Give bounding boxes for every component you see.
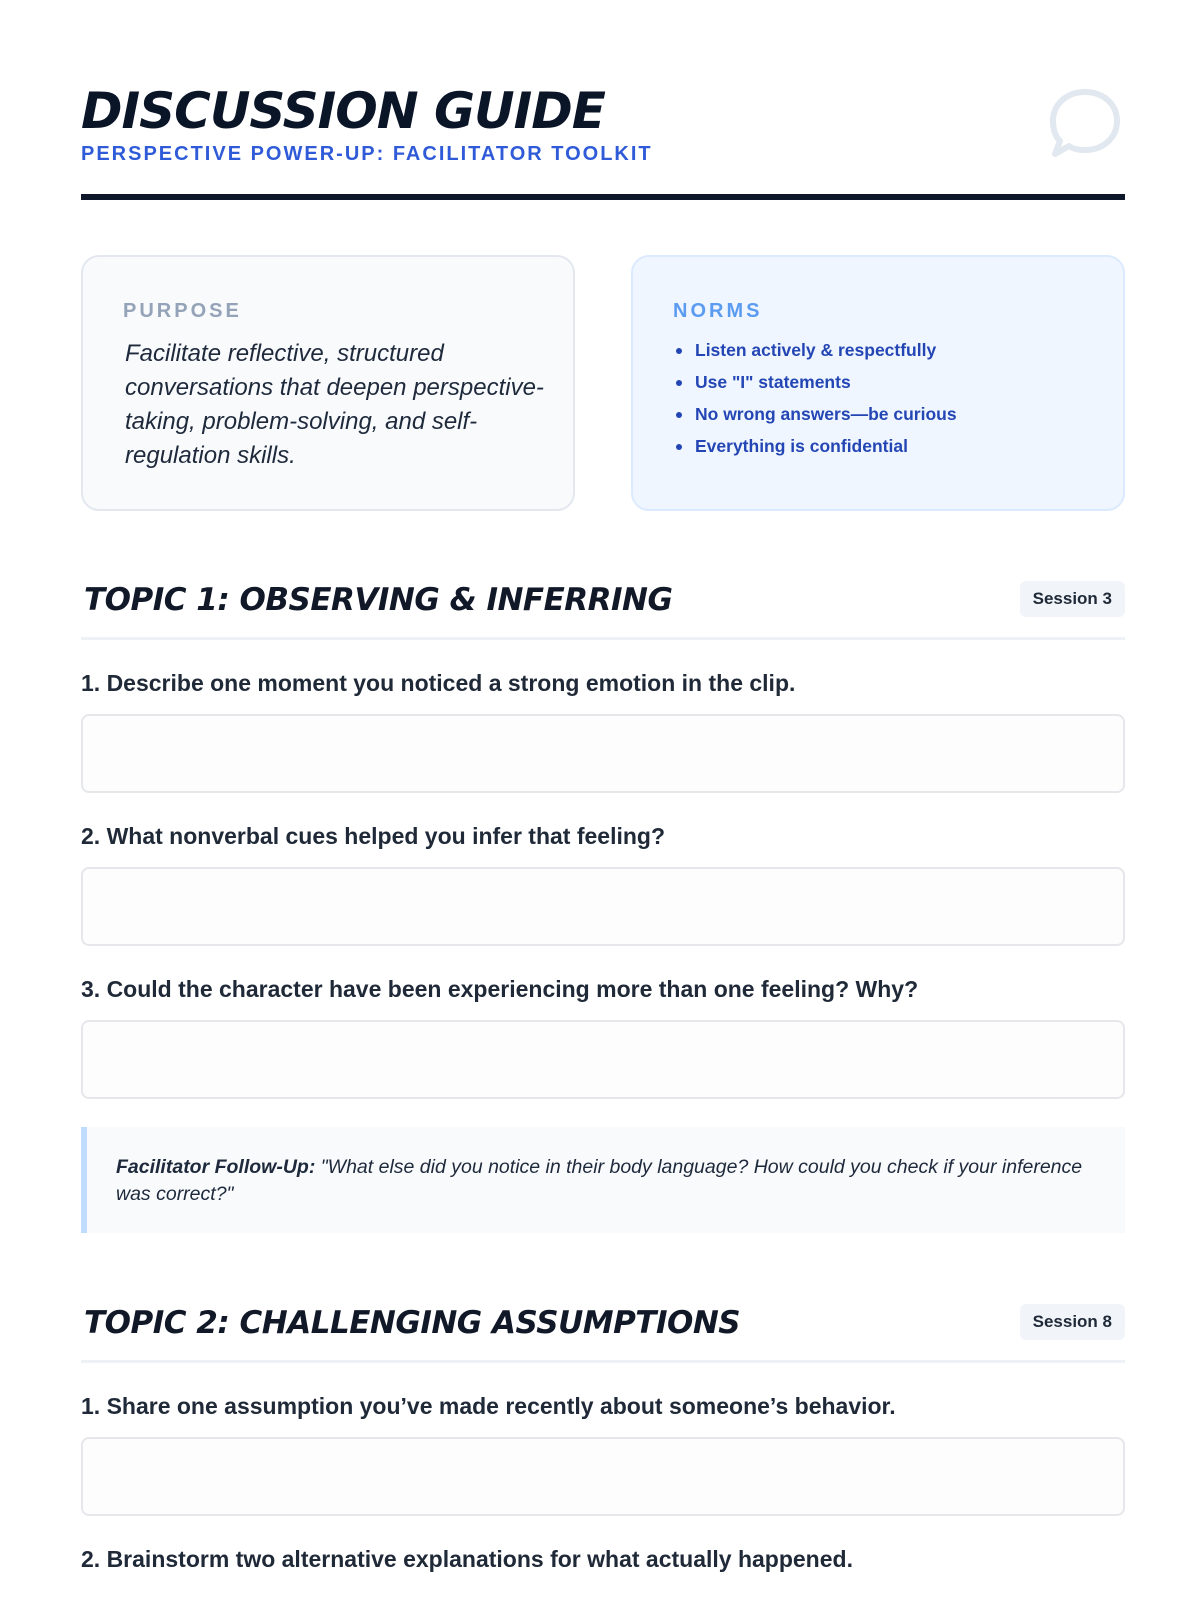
topic-1-answer-2-field[interactable]	[81, 867, 1125, 946]
topic-1-session-badge: Session 3	[1020, 581, 1125, 617]
purpose-text: Facilitate reflective, structured conversations that deepen perspective-taking, problem-solving, and self-regulation skills.	[125, 340, 544, 469]
norm-item: No wrong answers—be curious	[673, 403, 957, 425]
page-title: DISCUSSION GUIDE	[81, 82, 605, 140]
norms-list	[673, 339, 957, 467]
chat-bubble-icon	[1045, 84, 1125, 164]
norm-item: Use "I" statements	[673, 371, 957, 393]
page-subtitle: PERSPECTIVE POWER-UP: FACILITATOR TOOLKIT	[81, 143, 653, 165]
topic-1-answer-1-field[interactable]	[81, 714, 1125, 793]
topic-2-header	[81, 1303, 1125, 1363]
followup-quote: "What else did you notice in their body language? How could you check if your inference was correct?"	[116, 1156, 1083, 1205]
purpose-card	[81, 255, 575, 511]
norms-card	[631, 255, 1125, 511]
header	[81, 82, 1125, 202]
purpose-label: PURPOSE	[123, 300, 242, 322]
topic-1-question-3: 3. Could the character have been experiencing more than one feeling? Why?	[81, 976, 919, 1002]
followup-label: Facilitator Follow-Up:	[116, 1156, 316, 1178]
topic-1-answer-3-field[interactable]	[81, 1020, 1125, 1099]
topic-2-question-1: 1. Share one assumption you’ve made recently about someone’s behavior.	[81, 1393, 896, 1419]
topic-1-title: TOPIC 1: OBSERVING & INFERRING	[84, 582, 673, 618]
norm-item: Listen actively & respectfully	[673, 339, 957, 361]
topic-2-question-2: 2. Brainstorm two alternative explanations for what actually happened.	[81, 1546, 853, 1572]
facilitator-followup	[81, 1127, 1125, 1233]
topic-2-answer-1-field[interactable]	[81, 1437, 1125, 1516]
followup-text	[116, 1154, 1096, 1208]
header-divider	[81, 194, 1125, 200]
topic-1-header	[81, 580, 1125, 640]
topic-1-question-2: 2. What nonverbal cues helped you infer that feeling?	[81, 823, 666, 849]
topic-1-question-1: 1. Describe one moment you noticed a strong emotion in the clip.	[81, 670, 796, 696]
norm-item: Everything is confidential	[673, 435, 957, 457]
topic-2-session-badge: Session 8	[1020, 1304, 1125, 1340]
topic-2-title: TOPIC 2: CHALLENGING ASSUMPTIONS	[84, 1305, 741, 1341]
norms-label: NORMS	[673, 300, 763, 322]
